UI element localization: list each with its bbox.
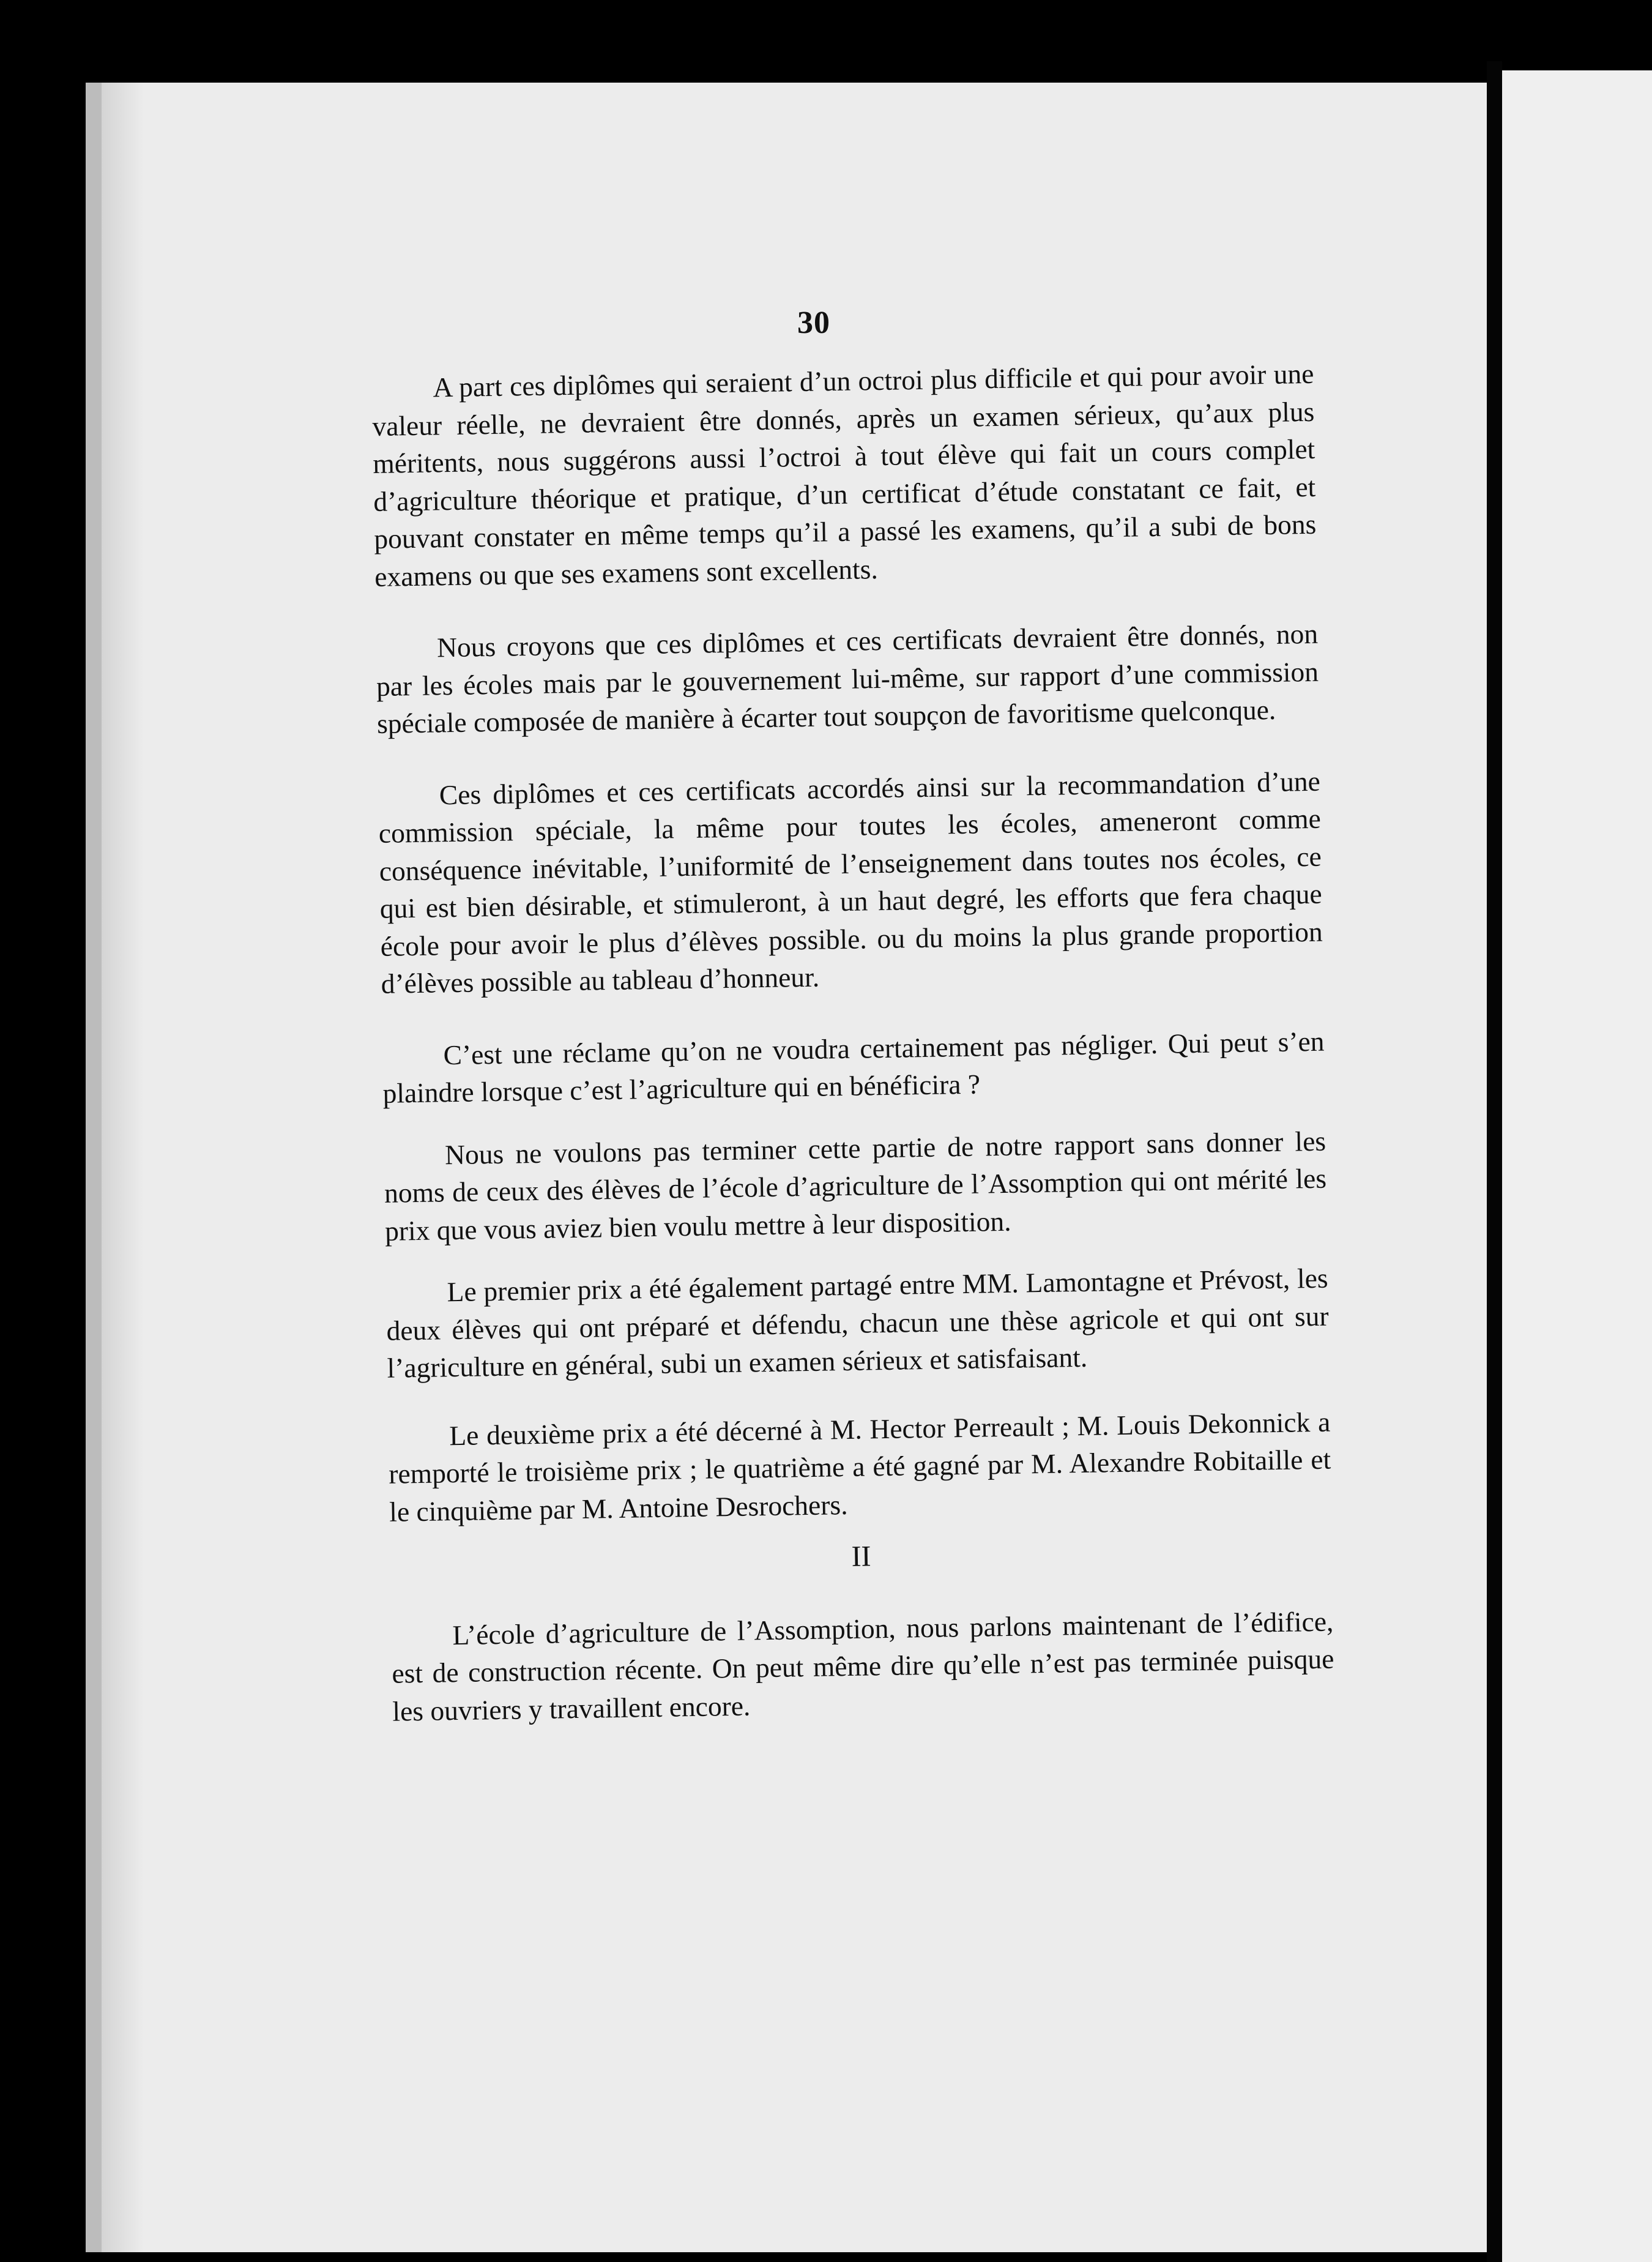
paragraph-gouvernement: Nous croyons que ces diplômes et ces certificats devraient être donnés, non par les écoles mais par le gouvernement lui-même, sur rapport d’une commission spéciale composée de manière à écarter tout soupçon de favoritisme quelconque. (376, 618, 1319, 739)
paragraph-autres-prix: Le deuxième prix a été décerné à M. Hector Perreault ; M. Louis Dekonnick a remporté le troisième prix ; le quatrième a été gagné par M. Alexandre Robitaille et le cinquième par M. Antoine Desrochers. (388, 1406, 1331, 1528)
page-shadow (102, 83, 144, 2252)
body-text (371, 355, 1335, 1730)
paragraph-noms-eleves: Nous ne voulons pas terminer cette partie de notre rapport sans donner les noms de ceux des élèves de l’école d’agriculture de l’Assomption qui ont mérité les prix que vous aviez bien voulu mettre à leur disposition. (384, 1125, 1327, 1247)
page-number: 30 (797, 305, 830, 340)
paragraph-reclame: C’est une réclame qu’on ne voudra certainement pas négliger. Qui peut s’en plaindre lorsque c’est l’agriculture qui en bénéficira ? (382, 1025, 1325, 1109)
paragraph-edifice: L’école d’agriculture de l’Assomption, nous parlons maintenant de l’édifice, est de construction récente. On peut même dire qu’elle n’est pas terminée puisque les ouvriers y travaillent encore. (392, 1605, 1334, 1727)
facing-page-edge (1502, 70, 1652, 2262)
paragraph-diplomes: A part ces diplômes qui seraient d’un octroi plus difficile et qui pour avoir une valeur réelle, ne devraient être donnés, après un examen sérieux, qu’aux plus méritents, nous suggérons aussi l’octroi à tout élève qui fait un cours complet d’agriculture théorique et pratique, d’un certificat d’étude constatant ce fait, et pouvant constater en même temps qu’il a passé les examens, qu’il a subi de bons examens ou que ses examens sont excellents. (372, 357, 1317, 592)
paragraph-premier-prix: Le premier prix a été également partagé entre MM. Lamontagne et Prévost, les deux élèves qui ont préparé et défendu, chacun une thèse agricole et qui ont sur l’agriculture en général, subi un examen sérieux et satisfaisant. (386, 1262, 1329, 1384)
section-heading: II (851, 1540, 871, 1573)
paragraph-uniformite: Ces diplômes et ces certificats accordés ainsi sur la recommandation d’une commission spéciale, la même pour toutes les écoles, ameneront comme conséquence inévitable, l’uniformité de l’enseignement dans toutes nos écoles, ce qui est bien désirable, et stimuleront, à un haut degré, les efforts que fera chaque école pour avoir le plus d’élèves possible. ou du moins la plus grande proportion d’élèves possible au tableau d’honneur. (378, 765, 1323, 999)
page-gutter (1487, 61, 1502, 2262)
